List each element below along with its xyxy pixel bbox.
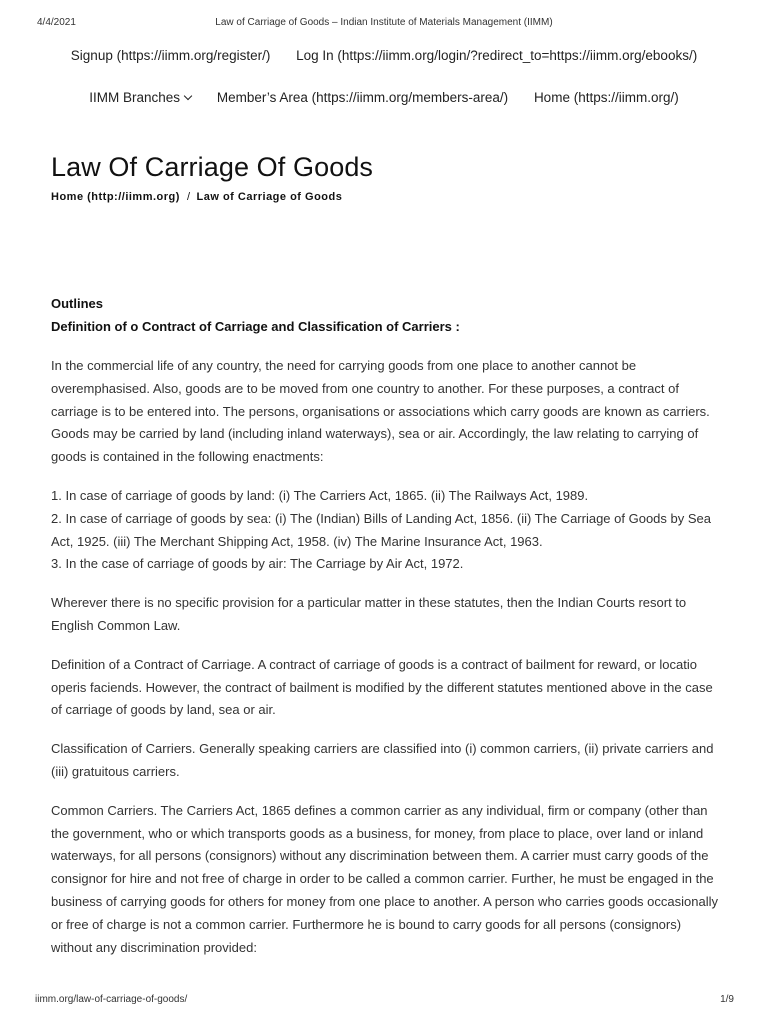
- branches-menu[interactable]: [89, 90, 191, 105]
- login-link[interactable]: Log In (https://iimm.org/login/?redirect_to=https://iimm.org/ebooks/): [296, 48, 698, 63]
- members-area-link[interactable]: Member’s Area (https://iimm.org/members-area/): [216, 90, 509, 105]
- branches-label: IIMM Branches: [89, 90, 181, 105]
- print-document-title: Law of Carriage of Goods – Indian Institute of Materials Management (IIMM): [215, 17, 553, 28]
- chevron-down-icon: [184, 92, 192, 100]
- section-subheading: Definition of o Contract of Carriage and Classification of Carriers :: [51, 319, 460, 334]
- print-header: [0, 17, 768, 31]
- list-item: 1. In case of carriage of goods by land: (i) The Carriers Act, 1865. (ii) The Railways Act, 1989.: [51, 487, 589, 503]
- breadcrumb: [51, 191, 342, 203]
- print-date: 4/4/2021: [37, 17, 76, 28]
- list-item: 3. In the case of carriage of goods by air: The Carriage by Air Act, 1972.: [51, 556, 464, 572]
- top-nav: [0, 48, 768, 63]
- definition-paragraph: Definition of a Contract of Carriage. A contract of carriage of goods is a contract of bailment for reward, or locatio operis faciends. However, the contract of bailment is modified by the different statutes mentioned above in the case of carriage of goods by land, sea or air.: [51, 656, 713, 718]
- article-body: [51, 292, 721, 975]
- breadcrumb-current: Law of Carriage of Goods: [196, 191, 343, 203]
- page-title: Law Of Carriage Of Goods: [51, 152, 374, 182]
- page-number: 1/9: [720, 994, 734, 1005]
- home-link[interactable]: Home (https://iimm.org/): [533, 90, 679, 105]
- main-nav: [0, 90, 768, 105]
- print-url: iimm.org/law-of-carriage-of-goods/: [35, 994, 188, 1005]
- list-item: 2. In case of carriage of goods by sea: (i) The (Indian) Bills of Landing Act, 1856. (ii) The Carriage of Goods by Sea Act, 1925. (iii) The Merchant Shipping Act, 1958. (iv) The Marine Insurance Act, 1963.: [51, 510, 711, 549]
- common-law-paragraph: Wherever there is no specific provision for a particular matter in these statutes, then the Indian Courts resort to English Common Law.: [51, 595, 687, 633]
- breadcrumb-separator: /: [186, 191, 191, 203]
- print-footer: [0, 994, 768, 1008]
- enactments-list: [51, 485, 721, 576]
- signup-link[interactable]: Signup (https://iimm.org/register/): [70, 48, 271, 63]
- outlines-heading: Outlines: [51, 296, 104, 311]
- breadcrumb-home-link[interactable]: Home (http://iimm.org): [51, 191, 180, 203]
- intro-paragraph: In the commercial life of any country, the need for carrying goods from one place to another cannot be overemphasised. Also, goods are to be moved from one country to another. For these purposes, a contract of carriage is to be entered into. The persons, organisations or associations which carry goods are known as carriers. Goods may be carried by land (including inland waterways), sea or air. Accordingly, the law relating to carrying of goods is contained in the following enactments:: [51, 358, 710, 465]
- common-carriers-paragraph: Common Carriers. The Carriers Act, 1865 defines a common carrier as any individual, firm or company (other than the government, who or which transports goods as a business, for money, from place to place, over land or inland waterways, for all persons (consignors) without any discrimination between them. A carrier must carry goods of the consignor for hire and not free of charge in order to be called a common carrier. Further, he must be engaged in the business of carrying goods for others for money from one place to another. A person who carries goods occasionally or free of charge is not a common carrier. Furthermore he is bound to carry goods for all persons (consignors) without any discrimination provided:: [51, 802, 718, 955]
- classification-paragraph: Classification of Carriers. Generally speaking carriers are classified into (i) common carriers, (ii) private carriers and (iii) gratuitous carriers.: [51, 741, 714, 779]
